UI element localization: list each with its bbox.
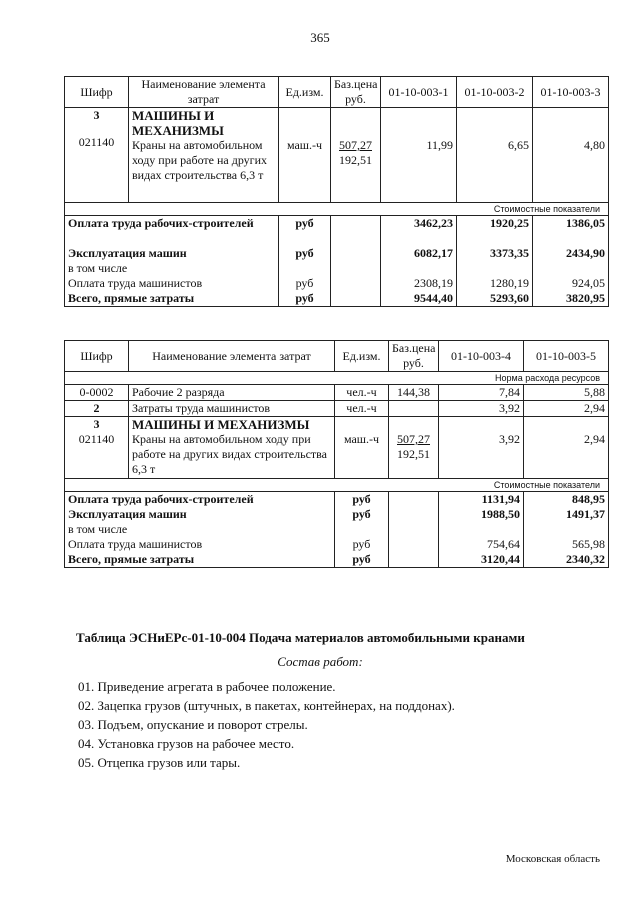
row-value-5: 2,94 xyxy=(584,432,605,446)
section-title: МАШИНЫ И МЕХАНИЗМЫ xyxy=(132,417,310,432)
cost-value: 565,98 xyxy=(524,537,609,552)
cost-value: 1491,37 xyxy=(524,507,609,522)
resource-price: 144,38 xyxy=(389,385,439,401)
total-value: 3120,44 xyxy=(439,552,524,568)
header-unit: Ед.изм. xyxy=(335,341,389,372)
total-name: Всего, прямые затраты xyxy=(65,291,279,307)
header-col-3: 01-10-003-3 xyxy=(533,77,609,108)
work-composition-title: Состав работ: xyxy=(277,654,363,669)
cost-name: Эксплуатация машин xyxy=(65,246,279,261)
resource-price xyxy=(389,401,439,417)
cost-name: Оплата труда рабочих-строителей xyxy=(65,492,335,508)
row-name: Краны на автомобильном ходу при работе на других видах строительства 6,3 т xyxy=(132,432,327,476)
header-price: Баз.цена руб. xyxy=(331,77,381,108)
cost-value: 6082,17 xyxy=(381,246,457,261)
cost-row xyxy=(65,522,609,537)
resource-code: 0-0002 xyxy=(65,385,129,401)
cost-value: 2308,19 xyxy=(381,276,457,291)
cost-name: в том числе xyxy=(65,522,335,537)
row-name: Краны на автомобильном ходу при работе на других видах строительства 6,3 т xyxy=(132,138,268,182)
resource-unit: чел.-ч xyxy=(335,401,389,417)
footer-region: Московская область xyxy=(505,853,600,865)
section-code: 3 xyxy=(93,108,100,122)
cost-row xyxy=(65,537,609,552)
header-col-4: 01-10-003-4 xyxy=(439,341,524,372)
resource-value: 7,84 xyxy=(439,385,524,401)
row-code: 021140 xyxy=(78,432,115,446)
row-price-top: 507,27 xyxy=(339,138,372,152)
total-value: 2340,32 xyxy=(524,552,609,568)
row-value-3: 4,80 xyxy=(584,138,605,152)
resource-table-1 xyxy=(64,76,609,307)
cost-value: 3462,23 xyxy=(381,216,457,247)
resource-row xyxy=(65,401,609,417)
total-row xyxy=(65,552,609,568)
row-price-top: 507,27 xyxy=(397,432,430,446)
cost-row xyxy=(65,276,609,291)
cost-row xyxy=(65,507,609,522)
header-code: Шифр xyxy=(65,77,129,108)
total-unit: руб xyxy=(279,291,331,307)
cost-row xyxy=(65,246,609,261)
cost-row xyxy=(65,261,609,276)
page-number: 365 xyxy=(310,30,330,45)
row-code: 021140 xyxy=(78,135,115,149)
cost-value: 1988,50 xyxy=(439,507,524,522)
header-col-5: 01-10-003-5 xyxy=(524,341,609,372)
cost-label-row xyxy=(65,203,609,216)
header-price: Баз.цена руб. xyxy=(389,341,439,372)
cost-unit: руб xyxy=(279,276,331,291)
resource-name: Затраты труда машинистов xyxy=(129,401,335,417)
resource-value: 2,94 xyxy=(524,401,609,417)
cost-unit: руб xyxy=(335,507,389,522)
total-name: Всего, прямые затраты xyxy=(65,552,335,568)
header-name: Наименование элемента затрат xyxy=(129,77,279,108)
section-code: 3 xyxy=(93,417,100,431)
cost-unit: руб xyxy=(279,246,331,261)
cost-label-row xyxy=(65,479,609,492)
work-item: 03. Подъем, опускание и поворот стрелы. xyxy=(78,717,308,732)
cost-label: Стоимостные показатели xyxy=(65,203,609,216)
total-row xyxy=(65,291,609,307)
cost-name: Оплата труда машинистов xyxy=(65,276,279,291)
header-name: Наименование элемента затрат xyxy=(129,341,335,372)
machine-row xyxy=(65,417,609,479)
machine-row xyxy=(65,108,609,203)
cost-value: 3373,35 xyxy=(457,246,533,261)
table-caption: Таблица ЭСНиЕРс-01-10-004 Подача материалов автомобильными кранами xyxy=(76,630,525,645)
total-unit: руб xyxy=(335,552,389,568)
row-value-4: 3,92 xyxy=(499,432,520,446)
cost-value: 2434,90 xyxy=(533,246,609,261)
work-list xyxy=(78,677,455,772)
section-title: МАШИНЫ И МЕХАНИЗМЫ xyxy=(132,108,224,138)
total-value: 3820,95 xyxy=(533,291,609,307)
resource-name: Рабочие 2 разряда xyxy=(129,385,335,401)
header-col-1: 01-10-003-1 xyxy=(381,77,457,108)
resource-unit: чел.-ч xyxy=(335,385,389,401)
total-value: 9544,40 xyxy=(381,291,457,307)
norm-label-row xyxy=(65,372,609,385)
header-row xyxy=(65,77,609,108)
cost-name: в том числе xyxy=(65,261,279,276)
header-unit: Ед.изм. xyxy=(279,77,331,108)
resource-row xyxy=(65,385,609,401)
cost-value: 924,05 xyxy=(533,276,609,291)
row-value-1: 11,99 xyxy=(426,138,453,152)
row-price-bottom: 192,51 xyxy=(339,153,372,167)
cost-unit: руб xyxy=(279,216,331,247)
resource-table-2 xyxy=(64,340,609,568)
cost-value: 1386,05 xyxy=(533,216,609,247)
work-item: 01. Приведение агрегата в рабочее положение. xyxy=(78,679,336,694)
row-price-bottom: 192,51 xyxy=(397,447,430,461)
cost-unit: руб xyxy=(335,537,389,552)
cost-value: 1131,94 xyxy=(439,492,524,508)
cost-value: 754,64 xyxy=(439,537,524,552)
work-item: 04. Установка грузов на рабочее место. xyxy=(78,736,295,751)
cost-name: Оплата труда машинистов xyxy=(65,537,335,552)
row-value-2: 6,65 xyxy=(508,138,529,152)
row-unit: маш.-ч xyxy=(343,432,380,446)
cost-value: 848,95 xyxy=(524,492,609,508)
row-unit: маш.-ч xyxy=(286,138,323,152)
cost-name: Оплата труда рабочих-строителей xyxy=(65,216,279,247)
work-item: 02. Зацепка грузов (штучных, в пакетах, контейнерах, на поддонах). xyxy=(78,698,455,713)
resource-value: 5,88 xyxy=(524,385,609,401)
cost-label: Стоимостные показатели xyxy=(65,479,609,492)
norm-label: Норма расхода ресурсов xyxy=(65,372,609,385)
header-row xyxy=(65,341,609,372)
cost-value: 1920,25 xyxy=(457,216,533,247)
cost-value: 1280,19 xyxy=(457,276,533,291)
cost-row xyxy=(65,492,609,508)
cost-name: Эксплуатация машин xyxy=(65,507,335,522)
total-value: 5293,60 xyxy=(457,291,533,307)
cost-row xyxy=(65,216,609,247)
resource-code: 2 xyxy=(65,401,129,417)
cost-unit: руб xyxy=(335,492,389,508)
resource-value: 3,92 xyxy=(439,401,524,417)
header-code: Шифр xyxy=(65,341,129,372)
work-item: 05. Отцепка грузов или тары. xyxy=(78,755,241,770)
header-col-2: 01-10-003-2 xyxy=(457,77,533,108)
